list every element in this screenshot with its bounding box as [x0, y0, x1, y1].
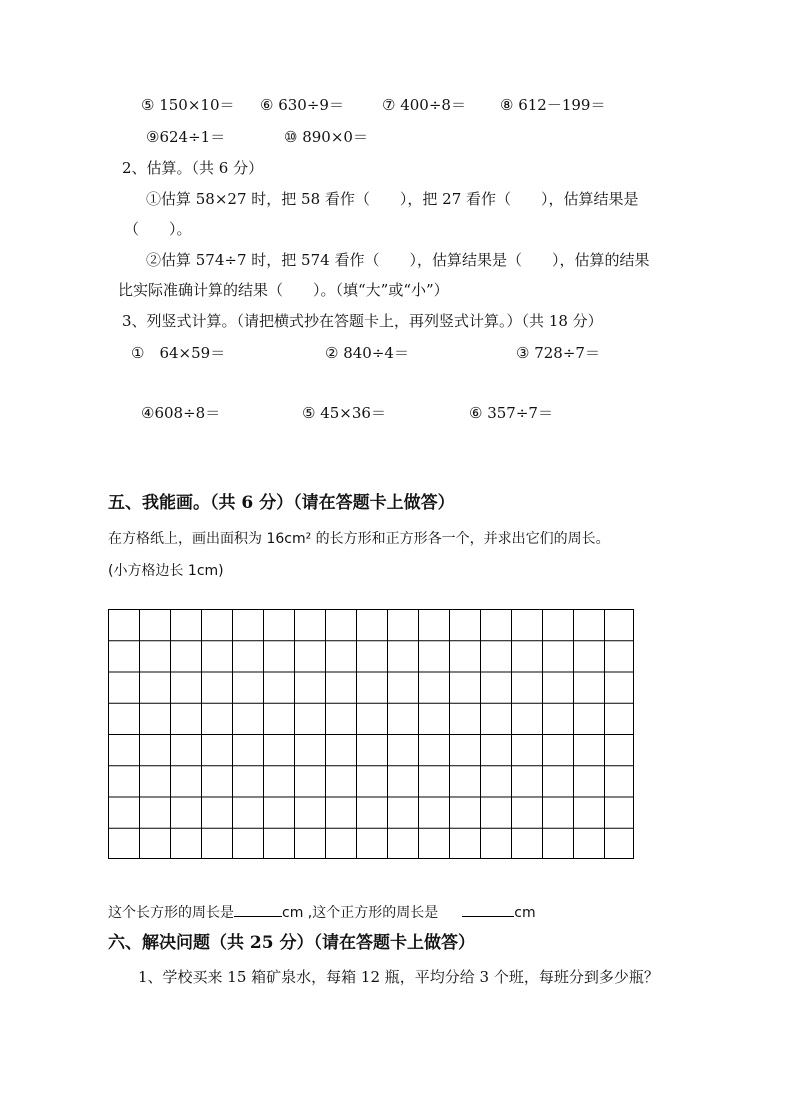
q2-line-4: 比实际准确计算的结果（ ）。（填“大”或“小”）: [118, 281, 449, 299]
q2-line-1: ①估算 58×27 时，把 58 看作（ ），把 27 看作（ ），估算结果是: [146, 190, 639, 208]
calc-item: ⑩ 890×0＝: [284, 128, 368, 146]
section-5-heading: 五、我能画。（共 6 分）（请在答题卡上做答）: [108, 493, 455, 513]
rect-perimeter-unit: cm ,: [282, 905, 313, 921]
rect-perimeter-label: 这个长方形的周长是: [108, 905, 234, 921]
calc-item: ② 840÷4＝: [325, 344, 409, 362]
calc-item: ③ 728÷7＝: [516, 344, 600, 362]
q3-title: 3、列竖式计算。（请把横式抄在答题卡上，再列竖式计算。）（共 18 分）: [122, 312, 603, 330]
calc-item: ① 64×59＝: [131, 344, 226, 362]
calc-item: ⑦ 400÷8＝: [382, 96, 466, 114]
grid-paper[interactable]: [108, 609, 634, 859]
section-6-heading: 六、解决问题（共 25 分）（请在答题卡上做答）: [108, 933, 475, 953]
calc-item: ⑥ 357÷7＝: [469, 404, 553, 422]
calc-item: ⑨624÷1＝: [146, 128, 226, 146]
section-6-question-1: 1、学校买来 15 箱矿泉水，每箱 12 瓶，平均分给 3 个班，每班分到多少瓶？: [138, 968, 659, 986]
q2-line-2: （ ）。: [124, 220, 192, 238]
calc-item: ⑤ 150×10＝: [141, 96, 235, 114]
square-perimeter-blank[interactable]: [462, 902, 514, 917]
square-perimeter-unit: cm: [514, 905, 536, 921]
square-perimeter-label: 这个正方形的周长是: [312, 905, 439, 921]
calc-item: ⑧ 612－199＝: [500, 96, 606, 114]
section-5-note: (小方格边长 1cm): [108, 563, 224, 579]
rect-perimeter-blank[interactable]: [234, 902, 282, 917]
perimeter-answer-line: [108, 902, 536, 922]
section-5-instruction: 在方格纸上，画出面积为 16cm² 的长方形和正方形各一个，并求出它们的周长。: [108, 531, 610, 547]
calc-item: ⑥ 630÷9＝: [260, 96, 344, 114]
q2-title: 2、估算。（共 6 分）: [122, 159, 264, 177]
calc-item: ⑤ 45×36＝: [302, 404, 386, 422]
calc-item: ④608÷8＝: [141, 404, 221, 422]
q2-line-3: ②估算 574÷7 时，把 574 看作（ ），估算结果是（ ），估算的结果: [146, 251, 650, 269]
